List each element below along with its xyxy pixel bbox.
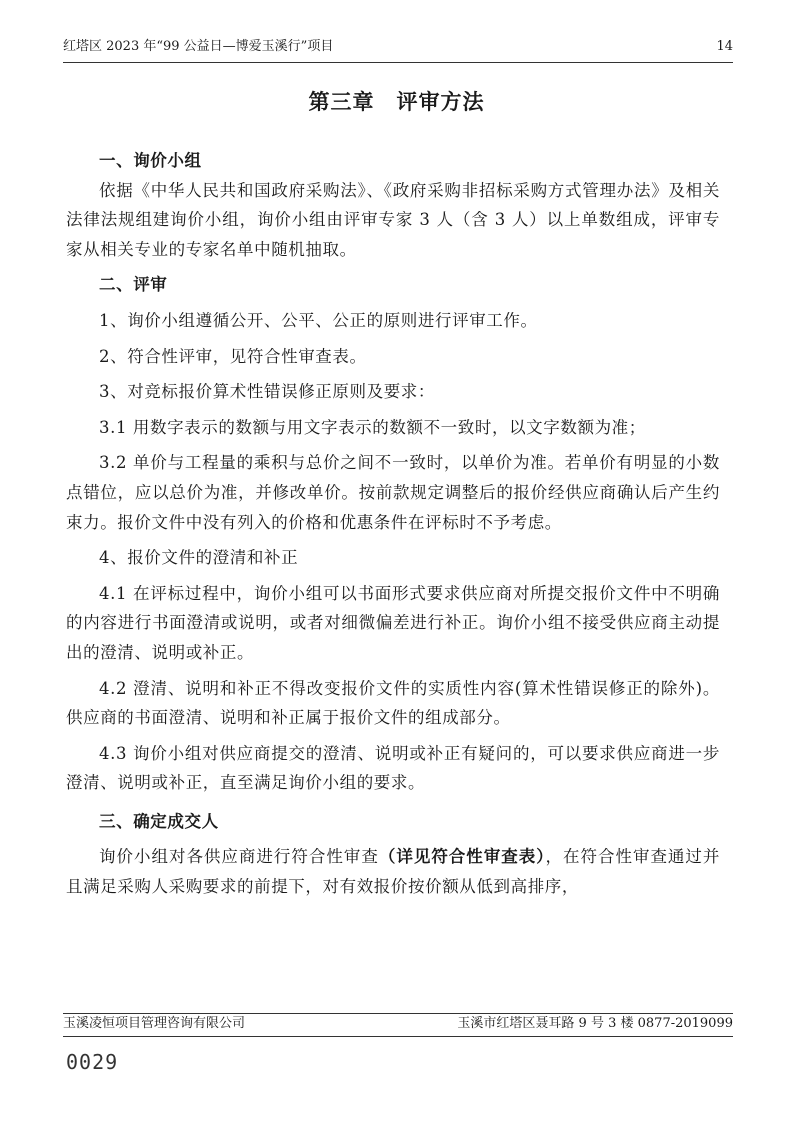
page-footer [63, 1013, 733, 1037]
stamp-number: 0029 [66, 1050, 119, 1074]
paragraph: 2、符合性评审，见符合性审查表。 [99, 346, 367, 366]
footer-company: 玉溪凌恒项目管理咨询有限公司 [63, 1016, 246, 1031]
paragraph: 3.2 单价与工程量的乘积与总价之间不一致时，以单价为准。若单价有明显的小数点错位，应以总价为准，并修改单价。按前款规定调整后的报价经供应商确认后产生约束力。报价文件中没有列入的价格和优惠条件在评标时不予考虑。 [66, 453, 720, 532]
text-run: ，在符合性审查通过并且满足采购人采购要求的前提下，对有效报价按价额从低到高排序， [66, 847, 721, 897]
section-heading-award: 三、确定成交人 [99, 811, 219, 831]
document-body [66, 146, 720, 902]
page-header [63, 36, 733, 63]
bold-reference: （详见符合性审查表） [378, 847, 546, 867]
paragraph: 3、对竞标报价算术性错误修正原则及要求： [99, 382, 435, 402]
paragraph [66, 842, 720, 901]
paragraph: 4.2 澄清、说明和补正不得改变报价文件的实质性内容(算术性错误修正的除外)。供应商的书面澄清、说明和补正属于报价文件的组成部分。 [66, 678, 720, 728]
text-run: 询价小组对各供应商进行符合性审查 [99, 847, 379, 867]
chapter-title: 第三章 评审方法 [308, 89, 485, 114]
page-number: 14 [716, 39, 733, 54]
paragraph: 依据《中华人民共和国政府采购法》、《政府采购非招标采购方式管理办法》及相关法律法规组建询价小组，询价小组由评审专家 3 人（含 3 人）以上单数组成，评审专家从相关专业的专家名单中随机抽取。 [66, 180, 720, 259]
section-heading-review: 二、评审 [99, 275, 168, 295]
section-heading-inquiry-group: 一、询价小组 [99, 151, 202, 170]
paragraph: 4.1 在评标过程中，询价小组可以书面形式要求供应商对所提交报价文件中不明确的内容进行书面澄清或说明，或者对细微偏差进行补正。询价小组不接受供应商主动提出的澄清、说明或补正。 [66, 583, 720, 662]
footer-address: 玉溪市红塔区聂耳路 9 号 3 楼 0877-2019099 [457, 1016, 733, 1031]
paragraph: 4、报价文件的澄清和补正 [99, 548, 299, 568]
header-project-title: 红塔区 2023 年“99 公益日—博爱玉溪行”项目 [63, 39, 334, 54]
paragraph: 3.1 用数字表示的数额与用文字表示的数额不一致时，以文字数额为准； [99, 417, 646, 437]
paragraph: 1、询价小组遵循公开、公平、公正的原则进行评审工作。 [99, 310, 538, 330]
paragraph: 4.3 询价小组对供应商提交的澄清、说明或补正有疑问的，可以要求供应商进一步澄清、说明或补正，直至满足询价小组的要求。 [66, 743, 720, 793]
